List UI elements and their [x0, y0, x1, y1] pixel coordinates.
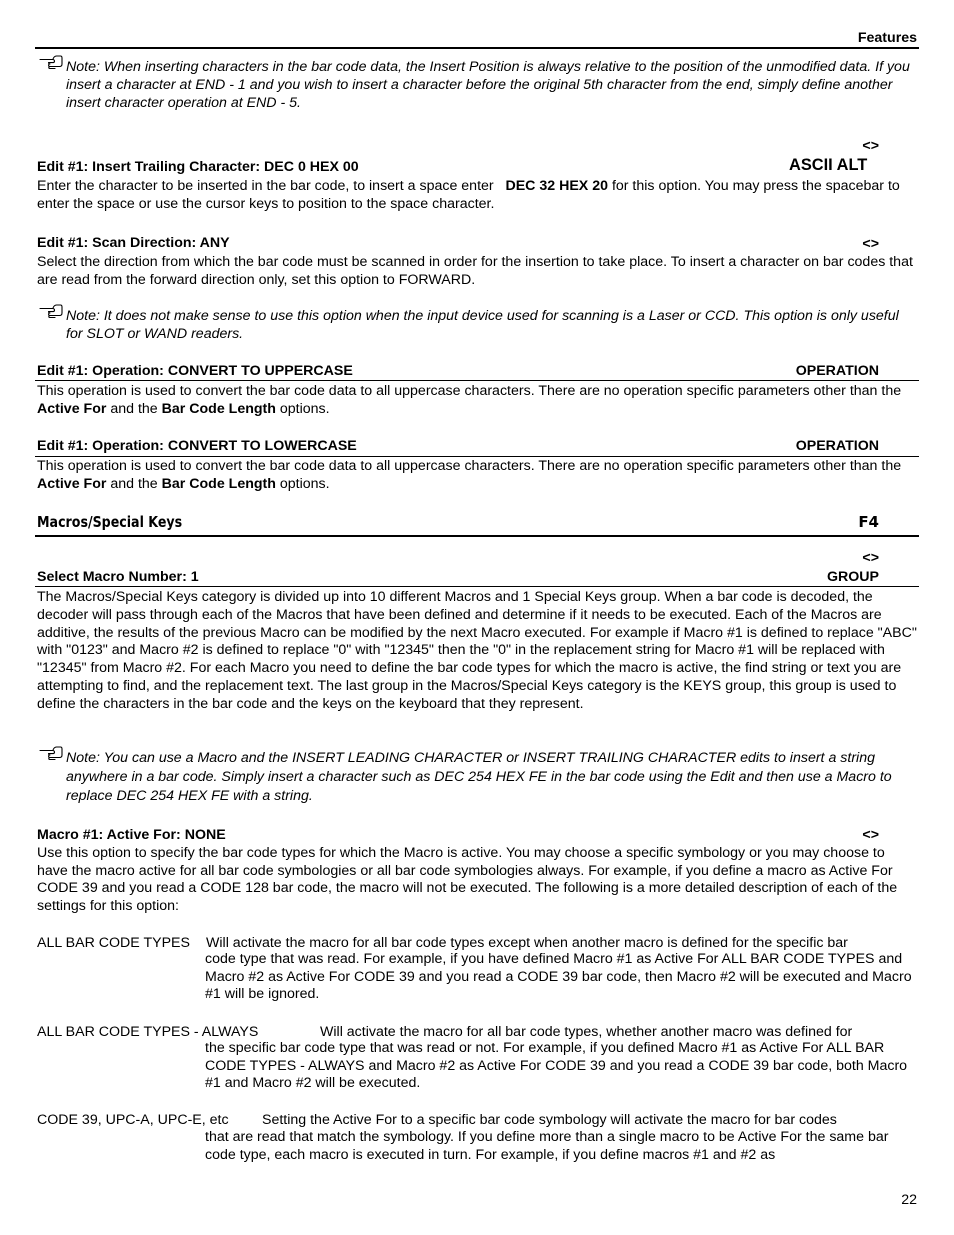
definition-first-line: Setting the Active For to a specific bar code symbology will activate the macro for bar codes [262, 1112, 837, 1128]
definition-first-line: Will activate the macro for all bar code types except when another macro is defined for the specific bar [206, 935, 848, 951]
key-marker: <> [862, 827, 879, 843]
heading-scan-direction: Edit #1: Scan Direction: ANY [37, 235, 230, 251]
key-marker: <> [862, 138, 879, 154]
paragraph-active-for: Use this option to specify the bar code types for which the Macro is active. You may choose a specific symbology or you may choose to have the macro active for all bar code symbologies or all bar code symbologies always. For example, if you define a macro as Active For CODE 39 and you read a CODE 128 bar code, the macro will not be executed. The following is a more detailed description of each of the settings for this option: [37, 845, 898, 914]
definition-label: ALL BAR CODE TYPES [37, 935, 190, 951]
bold-dec32: DEC 32 HEX 20 [505, 178, 608, 194]
section-title-macros: Macros/Special Keys [37, 513, 183, 531]
page-number: 22 [901, 1192, 917, 1208]
running-header: Features [857, 30, 917, 46]
header-rule [35, 47, 919, 49]
paragraph-scan-direction: Select the direction from which the bar code must be scanned in order for the insertion to take place. To insert a character on bar codes that are read from the forward direction only, set this option to FORWARD. [37, 254, 913, 288]
heading-select-macro: Select Macro Number: 1 [37, 569, 199, 585]
note-macro-insert: Note: You can use a Macro and the INSERT LEADING CHARACTER or INSERT TRAILING CHARACTER edits to insert a string anywhere in a bar code. Simply insert a character such as DEC 254 HEX FE in the bar code using the Edit and then use a Macro to replace DEC 254 HEX FE with a string. [66, 750, 892, 804]
definition-first-line: Will activate the macro for all bar code types, whether another macro was defined for [320, 1024, 853, 1040]
section-rule [35, 535, 919, 537]
key-f4: F4 [858, 513, 879, 531]
heading-convert-uppercase: Edit #1: Operation: CONVERT TO UPPERCASE [37, 363, 353, 379]
paragraph-convert-lowercase: This operation is used to convert the bar code data to all uppercase characters. There are no operation specific parameters other than the Active For and the Bar Code Length options. [37, 458, 902, 492]
paragraph-convert-uppercase: This operation is used to convert the bar code data to all uppercase characters. There are no operation specific parameters other than the Active For and the Bar Code Length options. [37, 383, 902, 417]
note-laser-ccd: Note: It does not make sense to use this option when the input device used for scanning is a Laser or CCD. This option is only useful for SLOT or WAND readers. [66, 308, 899, 342]
definition-label: CODE 39, UPC-A, UPC-E, etc [37, 1112, 229, 1128]
definition-label: ALL BAR CODE TYPES - ALWAYS [37, 1024, 259, 1040]
heading-insert-trailing: Edit #1: Insert Trailing Character: DEC 0 HEX 00 [37, 159, 359, 175]
pointing-hand-icon [39, 55, 63, 69]
note-insert-position: Note: When inserting characters in the bar code data, the Insert Position is always relative to the position of the unmodified data. If you insert a character at END - 1 and you wish to insert a character before the original 5th character from the end, simply define another insert character operation at END - 5. [66, 59, 910, 111]
heading-active-for: Macro #1: Active For: NONE [37, 827, 226, 843]
heading-convert-lowercase: Edit #1: Operation: CONVERT TO LOWERCASE [37, 438, 357, 454]
definition-text: that are read that match the symbology. If you define more than a single macro to be Active For the same bar code type, each macro is executed in turn. For example, if you define macros #1 and #2 as [205, 1129, 889, 1163]
section-rule [35, 380, 919, 381]
definition-text: code type that was read. For example, if you have defined Macro #1 as Active For ALL BAR CODE TYPES and Macro #2 as Active For CODE 39 and you read a CODE 39 bar code, then Macro #2 will be executed and Macro #1 will be ignored. [205, 951, 912, 1003]
section-rule [35, 586, 919, 587]
key-operation: OPERATION [795, 438, 879, 454]
key-group: GROUP [826, 569, 879, 585]
key-ascii-alt: ASCII ALT [789, 156, 868, 174]
pointing-hand-icon [39, 304, 63, 318]
key-marker: <> [862, 236, 879, 252]
paragraph-insert-trailing: Enter the character to be inserted in the bar code, to insert a space enter DEC 32 HEX 20 for this option. You may press the spacebar to enter the space or use the cursor keys to position to the space character. [37, 178, 900, 212]
key-operation: OPERATION [795, 363, 879, 379]
paragraph-select-macro: The Macros/Special Keys category is divided up into 10 different Macros and 1 Special Keys group. When a bar code is decoded, the decoder will pass through each of the Macros that have been defined and determine if it needs to be executed. Each of the Macros are additive, the results of the previous Macro can be modified by the next Macro executed. For example if Macro #1 is defined to replace "ABC" with "0123" and Macro #2 is defined to replace "0" with "12345" then the "0" in the replacement string for Macro #1 will be replaced with "12345" from Macro #2. For each Macro you need to define the bar code types for which the macro is active, the find string or text you are attempting to find, and the replacement text. The last group in the Macros/Special Keys category is the KEYS group, this group is used to define the characters in the bar code and the keys on the keyboard that they represent. [37, 589, 917, 712]
pointing-hand-icon [39, 746, 63, 760]
key-marker: <> [862, 550, 879, 566]
definition-text: the specific bar code type that was read or not. For example, if you defined Macro #1 as Active For ALL BAR CODE TYPES - ALWAYS and Macro #2 as Active For CODE 39 and you read a CODE 39 bar code, both Macro #1 and Macro #2 will be executed. [205, 1040, 908, 1092]
